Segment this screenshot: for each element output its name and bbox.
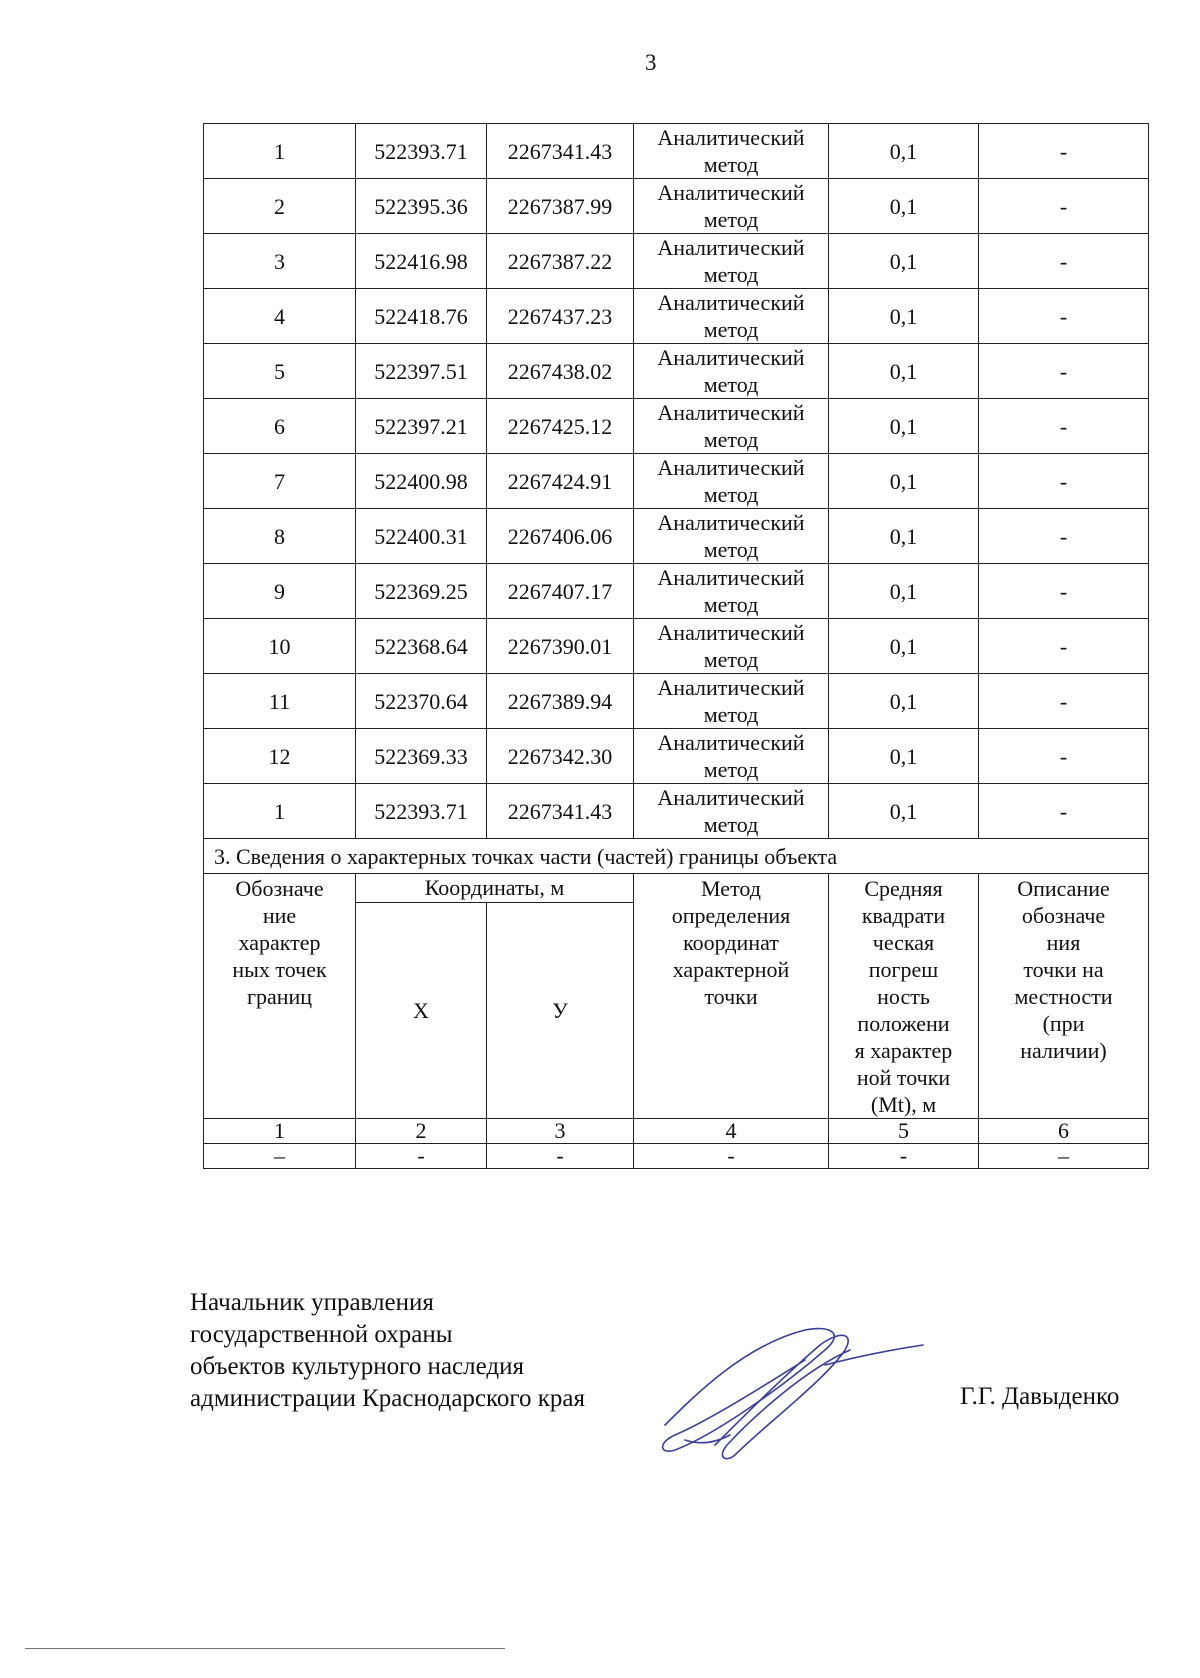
col-number: 1 bbox=[204, 1119, 356, 1144]
x-coordinate-cell: 522369.33 bbox=[356, 729, 487, 784]
table-row bbox=[204, 784, 1149, 839]
x-coordinate-cell: 522393.71 bbox=[356, 124, 487, 179]
signer-name: Г.Г. Давыденко bbox=[960, 1383, 1120, 1410]
handwritten-signature bbox=[655, 1325, 925, 1460]
signer-title-line: Начальник управления bbox=[190, 1289, 434, 1316]
table-row bbox=[204, 399, 1149, 454]
signer-title-line: администрации Краснодарского края bbox=[190, 1385, 586, 1412]
mean-error-cell: 0,1 bbox=[829, 344, 979, 399]
method-line: метод bbox=[703, 262, 759, 287]
empty-data-row bbox=[204, 1144, 1149, 1169]
method-cell bbox=[634, 234, 829, 289]
method-line: Аналитический bbox=[657, 455, 805, 480]
method-line: метод bbox=[703, 317, 759, 342]
method-line: Аналитический bbox=[657, 510, 805, 535]
section-row bbox=[204, 839, 1149, 874]
x-coordinate-cell: 522393.71 bbox=[356, 784, 487, 839]
mean-error-cell: 0,1 bbox=[829, 784, 979, 839]
description-cell: - bbox=[979, 179, 1149, 234]
mean-error-cell: 0,1 bbox=[829, 289, 979, 344]
method-line: Аналитический bbox=[657, 620, 805, 645]
method-cell bbox=[634, 729, 829, 784]
header-row bbox=[204, 874, 1149, 903]
point-number-cell: 1 bbox=[204, 784, 356, 839]
y-coordinate-cell: 2267387.99 bbox=[487, 179, 634, 234]
description-cell: - bbox=[979, 729, 1149, 784]
y-coordinate-cell: 2267438.02 bbox=[487, 344, 634, 399]
y-coordinate-cell: 2267341.43 bbox=[487, 124, 634, 179]
x-coordinate-cell: 522368.64 bbox=[356, 619, 487, 674]
point-number-cell: 8 bbox=[204, 509, 356, 564]
column-numbers-row bbox=[204, 1119, 1149, 1144]
dash-cell: – bbox=[204, 1144, 356, 1169]
y-coordinate-cell: 2267342.30 bbox=[487, 729, 634, 784]
point-number-cell: 2 bbox=[204, 179, 356, 234]
mean-error-cell: 0,1 bbox=[829, 619, 979, 674]
x-coordinate-cell: 522397.51 bbox=[356, 344, 487, 399]
method-line: Аналитический bbox=[657, 785, 805, 810]
method-cell bbox=[634, 179, 829, 234]
table-row bbox=[204, 564, 1149, 619]
x-coordinate-cell: 522400.98 bbox=[356, 454, 487, 509]
y-coordinate-cell: 2267387.22 bbox=[487, 234, 634, 289]
y-coordinate-cell: 2267437.23 bbox=[487, 289, 634, 344]
method-cell bbox=[634, 784, 829, 839]
description-cell: - bbox=[979, 344, 1149, 399]
header-x: Х bbox=[356, 902, 487, 1118]
table-row bbox=[204, 234, 1149, 289]
method-line: метод bbox=[703, 482, 759, 507]
point-number-cell: 1 bbox=[204, 124, 356, 179]
mean-error-cell: 0,1 bbox=[829, 674, 979, 729]
signer-title-line: государственной охраны bbox=[190, 1321, 453, 1348]
table-row bbox=[204, 179, 1149, 234]
method-line: метод bbox=[703, 372, 759, 397]
dash-cell: - bbox=[356, 1144, 487, 1169]
description-cell: - bbox=[979, 234, 1149, 289]
table-row bbox=[204, 674, 1149, 729]
method-cell bbox=[634, 399, 829, 454]
description-cell: - bbox=[979, 289, 1149, 344]
mean-error-cell: 0,1 bbox=[829, 454, 979, 509]
method-line: Аналитический bbox=[657, 400, 805, 425]
description-cell: - bbox=[979, 454, 1149, 509]
method-line: метод bbox=[703, 592, 759, 617]
description-cell: - bbox=[979, 619, 1149, 674]
header-mean-error: Средняя квадрати ческая погреш ность положени я характер ной точки (Mt), м bbox=[829, 874, 979, 1119]
method-cell bbox=[634, 619, 829, 674]
method-line: Аналитический bbox=[657, 290, 805, 315]
dash-cell: - bbox=[829, 1144, 979, 1169]
y-coordinate-cell: 2267389.94 bbox=[487, 674, 634, 729]
header-coordinates: Координаты, м bbox=[356, 874, 634, 903]
y-coordinate-cell: 2267407.17 bbox=[487, 564, 634, 619]
point-number-cell: 5 bbox=[204, 344, 356, 399]
header-description: Описание обозначе ния точки на местности (при наличии) bbox=[979, 874, 1149, 1119]
col-number: 3 bbox=[487, 1119, 634, 1144]
header-point-designation: Обозначе ние характер ных точек границ bbox=[204, 874, 356, 1119]
method-cell bbox=[634, 674, 829, 729]
method-line: метод bbox=[703, 152, 759, 177]
signature-block bbox=[190, 1287, 585, 1415]
y-coordinate-cell: 2267390.01 bbox=[487, 619, 634, 674]
method-line: метод bbox=[703, 427, 759, 452]
table-row bbox=[204, 509, 1149, 564]
method-line: метод bbox=[703, 647, 759, 672]
x-coordinate-cell: 522395.36 bbox=[356, 179, 487, 234]
header-method: Метод определения координат характерной точки bbox=[634, 874, 829, 1119]
y-coordinate-cell: 2267406.06 bbox=[487, 509, 634, 564]
point-number-cell: 12 bbox=[204, 729, 356, 784]
table-row bbox=[204, 289, 1149, 344]
method-line: Аналитический bbox=[657, 180, 805, 205]
dash-cell: - bbox=[487, 1144, 634, 1169]
table-row bbox=[204, 124, 1149, 179]
method-line: метод bbox=[703, 812, 759, 837]
method-cell bbox=[634, 124, 829, 179]
x-coordinate-cell: 522418.76 bbox=[356, 289, 487, 344]
x-coordinate-cell: 522370.64 bbox=[356, 674, 487, 729]
coordinates-table bbox=[203, 123, 1149, 1169]
method-line: метод bbox=[703, 537, 759, 562]
y-coordinate-cell: 2267341.43 bbox=[487, 784, 634, 839]
point-number-cell: 11 bbox=[204, 674, 356, 729]
x-coordinate-cell: 522416.98 bbox=[356, 234, 487, 289]
method-line: Аналитический bbox=[657, 235, 805, 260]
method-cell bbox=[634, 344, 829, 399]
point-number-cell: 10 bbox=[204, 619, 356, 674]
method-line: метод bbox=[703, 702, 759, 727]
point-number-cell: 4 bbox=[204, 289, 356, 344]
method-line: Аналитический bbox=[657, 345, 805, 370]
mean-error-cell: 0,1 bbox=[829, 564, 979, 619]
method-cell bbox=[634, 289, 829, 344]
description-cell: - bbox=[979, 784, 1149, 839]
mean-error-cell: 0,1 bbox=[829, 399, 979, 454]
description-cell: - bbox=[979, 674, 1149, 729]
method-line: Аналитический bbox=[657, 675, 805, 700]
method-cell bbox=[634, 454, 829, 509]
method-line: метод bbox=[703, 207, 759, 232]
header-y: У bbox=[487, 902, 634, 1118]
point-number-cell: 3 bbox=[204, 234, 356, 289]
page-number: 3 bbox=[645, 50, 657, 75]
mean-error-cell: 0,1 bbox=[829, 234, 979, 289]
col-number: 6 bbox=[979, 1119, 1149, 1144]
footer-divider bbox=[25, 1648, 505, 1649]
table-row bbox=[204, 619, 1149, 674]
section3-title: 3. Сведения о характерных точках части (частей) границы объекта bbox=[204, 839, 1149, 874]
signer-title-line: объектов культурного наследия bbox=[190, 1353, 524, 1380]
method-line: Аналитический bbox=[657, 125, 805, 150]
col-number: 5 bbox=[829, 1119, 979, 1144]
description-cell: - bbox=[979, 399, 1149, 454]
description-cell: - bbox=[979, 124, 1149, 179]
x-coordinate-cell: 522397.21 bbox=[356, 399, 487, 454]
y-coordinate-cell: 2267425.12 bbox=[487, 399, 634, 454]
description-cell: - bbox=[979, 509, 1149, 564]
dash-cell: – bbox=[979, 1144, 1149, 1169]
x-coordinate-cell: 522400.31 bbox=[356, 509, 487, 564]
method-line: Аналитический bbox=[657, 730, 805, 755]
method-cell bbox=[634, 564, 829, 619]
dash-cell: - bbox=[634, 1144, 829, 1169]
table-row bbox=[204, 729, 1149, 784]
table-row bbox=[204, 454, 1149, 509]
table-row bbox=[204, 344, 1149, 399]
point-number-cell: 9 bbox=[204, 564, 356, 619]
col-number: 2 bbox=[356, 1119, 487, 1144]
method-cell bbox=[634, 509, 829, 564]
method-line: метод bbox=[703, 757, 759, 782]
method-line: Аналитический bbox=[657, 565, 805, 590]
mean-error-cell: 0,1 bbox=[829, 179, 979, 234]
point-number-cell: 6 bbox=[204, 399, 356, 454]
mean-error-cell: 0,1 bbox=[829, 509, 979, 564]
y-coordinate-cell: 2267424.91 bbox=[487, 454, 634, 509]
mean-error-cell: 0,1 bbox=[829, 124, 979, 179]
description-cell: - bbox=[979, 564, 1149, 619]
mean-error-cell: 0,1 bbox=[829, 729, 979, 784]
x-coordinate-cell: 522369.25 bbox=[356, 564, 487, 619]
point-number-cell: 7 bbox=[204, 454, 356, 509]
data-rows bbox=[204, 124, 1149, 839]
col-number: 4 bbox=[634, 1119, 829, 1144]
